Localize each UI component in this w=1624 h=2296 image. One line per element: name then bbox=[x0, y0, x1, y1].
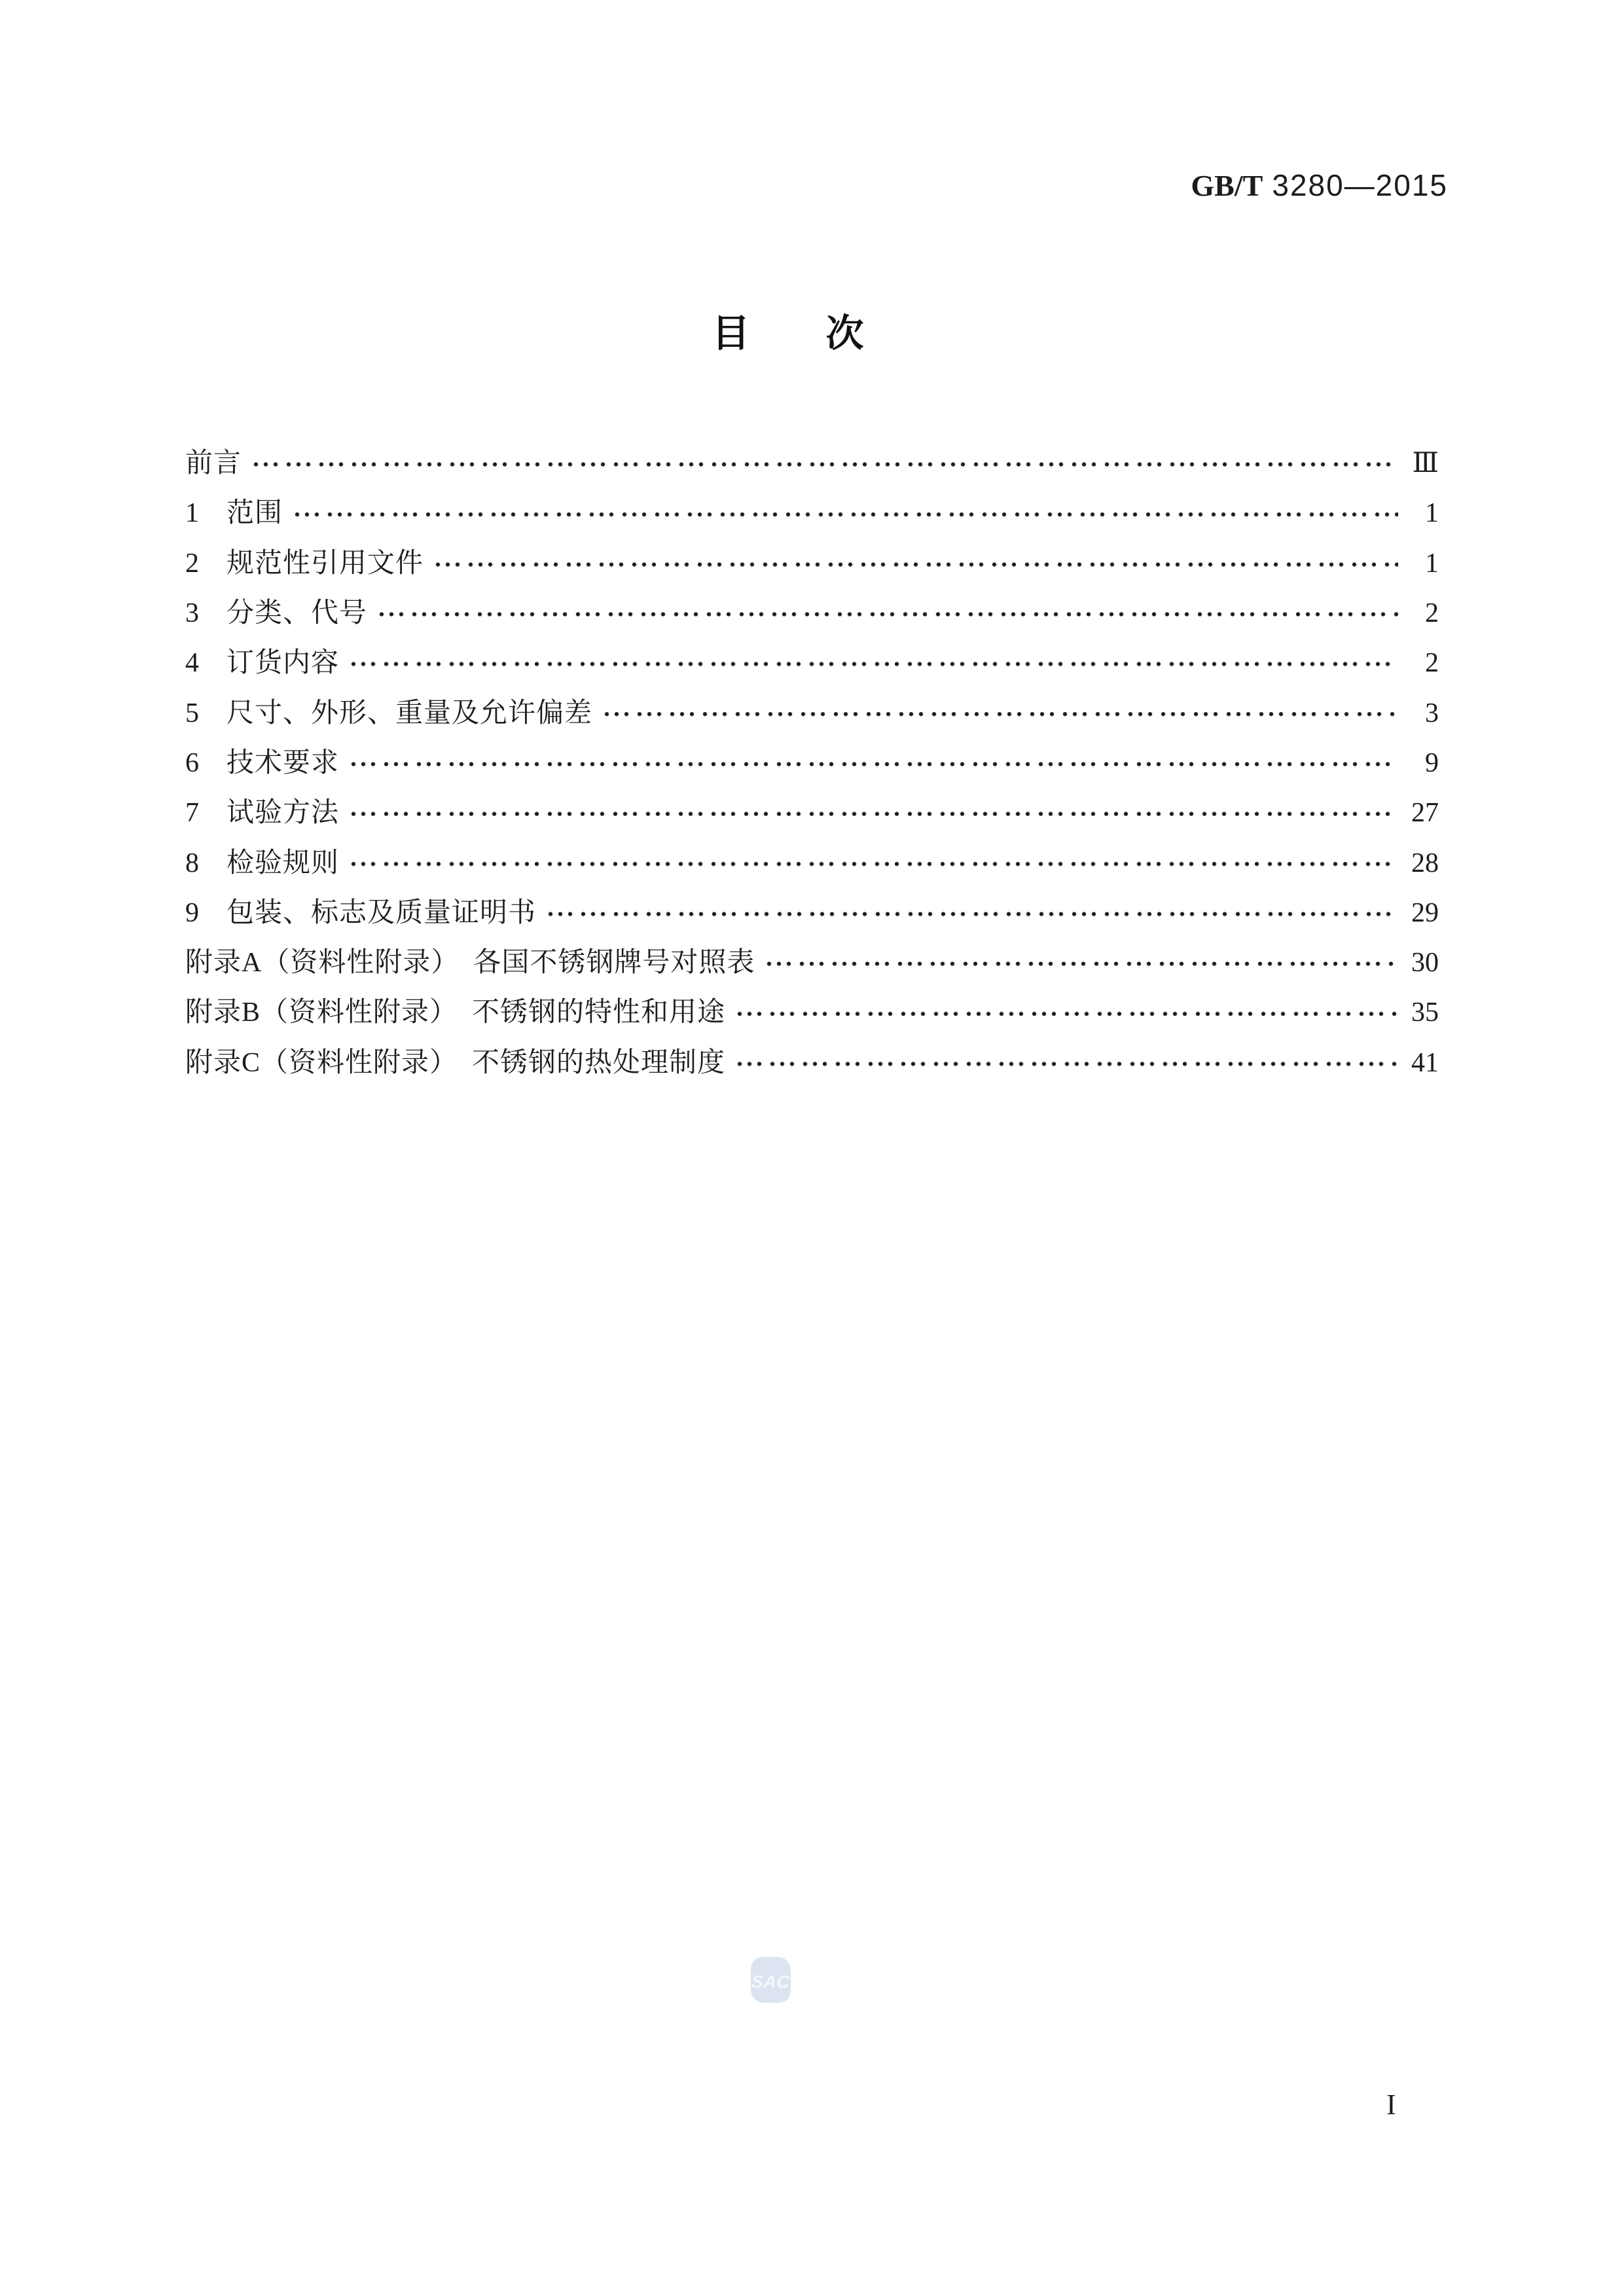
toc-entry-title: 尺寸、外形、重量及允许偏差 bbox=[226, 698, 593, 728]
toc-row bbox=[185, 1038, 1439, 1088]
standard-number-prefix: GB/T bbox=[1191, 169, 1263, 202]
dot-leader bbox=[602, 688, 1398, 738]
toc-entry-title: 订货内容 bbox=[226, 648, 340, 679]
dot-leader bbox=[545, 888, 1398, 938]
toc-row bbox=[185, 888, 1439, 938]
toc-entry-number: 6 bbox=[185, 747, 199, 778]
toc-entry-number: 2 bbox=[185, 548, 199, 579]
toc-entry-page: 2 bbox=[1425, 598, 1439, 629]
toc-row bbox=[185, 738, 1439, 788]
dot-leader bbox=[348, 738, 1398, 788]
dot-leader bbox=[348, 838, 1398, 888]
toc-entry-title: 检验规则 bbox=[226, 848, 340, 878]
toc-row bbox=[185, 638, 1439, 688]
toc-entry-page: 1 bbox=[1425, 498, 1439, 529]
dot-leader bbox=[348, 638, 1398, 688]
toc-entry-page: 29 bbox=[1411, 897, 1439, 928]
toc-entry-page: 9 bbox=[1425, 747, 1439, 778]
toc-entry-number: 8 bbox=[185, 848, 199, 878]
toc-row bbox=[185, 838, 1439, 888]
toc-entry-number: 7 bbox=[185, 798, 199, 829]
toc-entry-page: 3 bbox=[1425, 698, 1439, 728]
dot-leader bbox=[734, 988, 1398, 1037]
dot-leader bbox=[734, 1038, 1398, 1088]
dot-leader bbox=[433, 539, 1398, 588]
toc-entry-title: 试验方法 bbox=[226, 798, 340, 829]
toc-row bbox=[185, 439, 1439, 488]
toc-list bbox=[185, 439, 1439, 1088]
page-number: I bbox=[1386, 2089, 1396, 2121]
toc-entry-title: 附录C（资料性附录） 不锈钢的热处理制度 bbox=[185, 1047, 726, 1078]
dot-leader bbox=[348, 788, 1398, 838]
toc-row bbox=[185, 688, 1439, 738]
toc-entry-title: 附录A（资料性附录） 各国不锈钢牌号对照表 bbox=[185, 948, 755, 978]
toc-entry-title: 分类、代号 bbox=[226, 598, 368, 629]
toc-entry-title: 附录B（资料性附录） 不锈钢的特性和用途 bbox=[185, 997, 726, 1028]
toc-entry-number: 4 bbox=[185, 648, 199, 679]
toc-entry-title: 范围 bbox=[226, 498, 283, 529]
toc-row bbox=[185, 488, 1439, 538]
toc-entry-page: 30 bbox=[1411, 948, 1439, 978]
dot-leader bbox=[376, 588, 1398, 638]
toc-entry-page: 1 bbox=[1425, 548, 1439, 579]
toc-entry-page: 35 bbox=[1411, 997, 1439, 1028]
toc-row bbox=[185, 788, 1439, 838]
toc-row bbox=[185, 988, 1439, 1037]
toc-row bbox=[185, 588, 1439, 638]
toc-row bbox=[185, 539, 1439, 588]
standard-number-value: 3280—2015 bbox=[1272, 168, 1448, 202]
toc-entry-title: 前言 bbox=[185, 448, 242, 479]
toc-entry-number: 5 bbox=[185, 698, 199, 728]
toc-entry-page: 2 bbox=[1425, 648, 1439, 679]
page-title: 目 次 bbox=[712, 312, 864, 355]
toc-entry-number: 1 bbox=[185, 498, 199, 529]
toc-entry-page: 27 bbox=[1411, 798, 1439, 829]
dot-leader bbox=[764, 938, 1398, 988]
toc-entry-title: 规范性引用文件 bbox=[226, 548, 424, 579]
toc-entry-title: 包装、标志及质量证明书 bbox=[226, 897, 537, 928]
toc-entry-number: 3 bbox=[185, 598, 199, 629]
toc-entry-page: 41 bbox=[1411, 1047, 1439, 1078]
toc-entry-page: 28 bbox=[1411, 848, 1439, 878]
toc-entry-title: 技术要求 bbox=[226, 747, 340, 778]
dot-leader bbox=[251, 439, 1398, 488]
standard-number bbox=[1191, 170, 1448, 201]
sac-watermark-text: SAC bbox=[750, 1971, 791, 1992]
toc-row bbox=[185, 938, 1439, 988]
toc-entry-number: 9 bbox=[185, 897, 199, 928]
sac-watermark bbox=[751, 1957, 791, 2003]
toc-entry-page: Ⅲ bbox=[1412, 448, 1439, 479]
dot-leader bbox=[292, 488, 1398, 538]
